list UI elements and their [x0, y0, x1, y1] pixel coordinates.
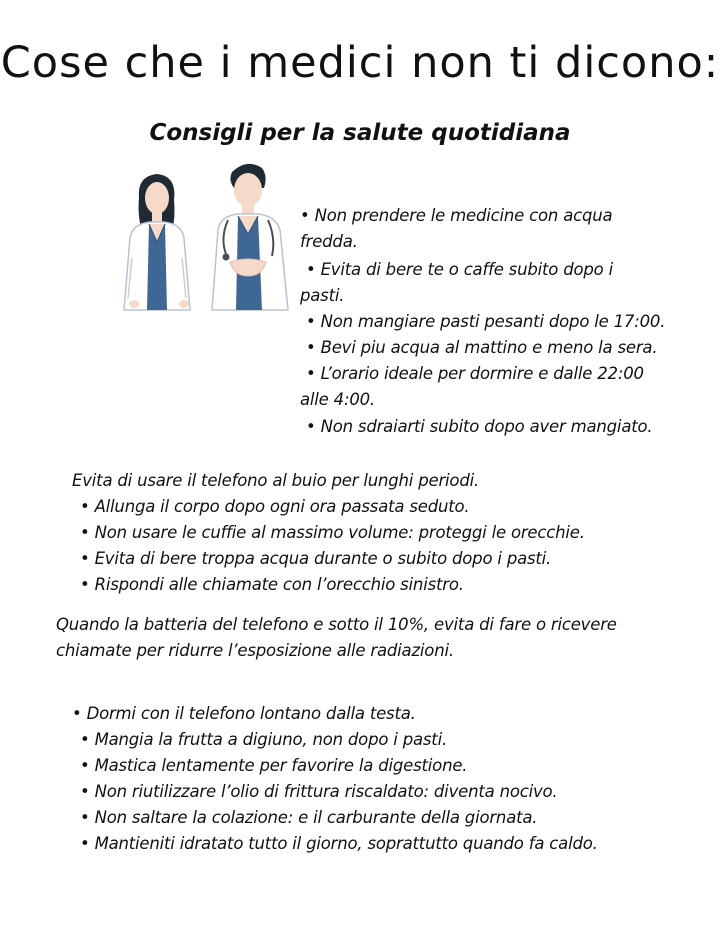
- tip-line: • Mantieniti idratato tutto il giorno, soprattutto quando fa caldo.: [80, 834, 598, 853]
- tip-line: • Allunga il corpo dopo ogni ora passata seduto.: [80, 497, 470, 516]
- tip-line: • Rispondi alle chiamate con l’orecchio sinistro.: [80, 575, 464, 594]
- tip-line: Quando la batteria del telefono e sotto il 10%, evita di fare o ricevere: [56, 615, 617, 634]
- page-subtitle: Consigli per la salute quotidiana: [149, 120, 571, 146]
- tip-line: Evita di usare il telefono al buio per lunghi periodi.: [72, 471, 480, 490]
- tip-line: • Non mangiare pasti pesanti dopo le 17:00.: [306, 312, 666, 331]
- tip-line: • Non usare le cuffie al massimo volume: proteggi le orecchie.: [80, 523, 585, 542]
- tip-line: • Evita di bere troppa acqua durante o subito dopo i pasti.: [80, 549, 552, 568]
- tip-line: • Dormi con il telefono lontano dalla testa.: [72, 704, 416, 723]
- tip-line: alle 4:00.: [300, 390, 375, 409]
- tip-line: • L’orario ideale per dormire e dalle 22:00: [306, 364, 644, 383]
- doctors-illustration: [112, 158, 312, 318]
- tip-line: • Non riutilizzare l’olio di frittura riscaldato: diventa nocivo.: [80, 782, 558, 801]
- male-doctor-icon: [212, 164, 288, 310]
- tip-line: • Bevi piu acqua al mattino e meno la sera.: [306, 338, 658, 357]
- female-doctor-icon: [124, 174, 190, 310]
- tip-line: fredda.: [300, 232, 358, 251]
- tip-line: • Mastica lentamente per favorire la digestione.: [80, 756, 468, 775]
- page-title: Cose che i medici non ti dicono:: [0, 38, 720, 88]
- tip-line: • Non prendere le medicine con acqua: [300, 206, 613, 225]
- tip-line: chiamate per ridurre l’esposizione alle radiazioni.: [56, 641, 454, 660]
- tip-line: • Evita di bere te o caffe subito dopo i: [306, 260, 613, 279]
- tip-line: • Non sdraiarti subito dopo aver mangiato.: [306, 417, 653, 436]
- tip-line: pasti.: [300, 286, 345, 305]
- tip-line: • Mangia la frutta a digiuno, non dopo i pasti.: [80, 730, 447, 749]
- tip-line: • Non saltare la colazione: e il carburante della giornata.: [80, 808, 538, 827]
